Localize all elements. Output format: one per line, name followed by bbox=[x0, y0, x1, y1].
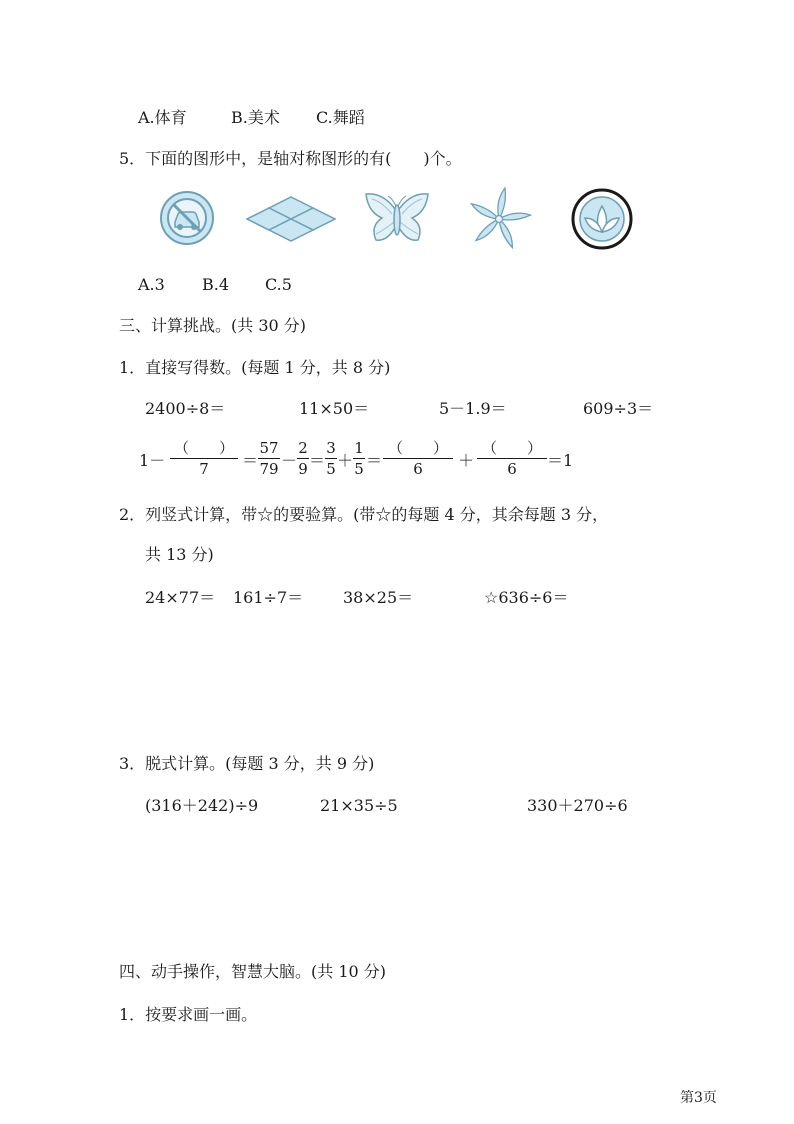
s3-q3-item-2: 21×35÷5 bbox=[320, 796, 398, 815]
s3-q2-item-2: 161÷7＝ bbox=[233, 588, 304, 607]
s3-q1-text: 1．直接写得数。(每题 1 分，共 8 分) bbox=[119, 358, 391, 377]
s3-q1-item-2: 11×50＝ bbox=[299, 399, 370, 418]
frac-eq-1: ＝ bbox=[242, 451, 259, 470]
q5-option-c: C.5 bbox=[265, 275, 292, 294]
frac-plus: ＋ bbox=[337, 451, 354, 470]
pinwheel-flower-icon bbox=[466, 186, 532, 252]
s3-q1-item-3: 5－1.9＝ bbox=[439, 399, 507, 418]
frac-end: ＝1 bbox=[547, 451, 574, 470]
s3-q3-text: 3．脱式计算。(每题 3 分，共 9 分) bbox=[119, 754, 375, 773]
leaf-circle-logo-icon bbox=[571, 188, 633, 250]
s3-q2-text-line1: 2．列竖式计算，带☆的要验算。(带☆的每题 4 分，其余每题 3 分， bbox=[119, 505, 609, 524]
fraction-6 bbox=[383, 439, 453, 478]
fraction-3-numerator: 2 bbox=[298, 439, 308, 457]
fraction-2 bbox=[258, 439, 280, 478]
s3-q2-item-4: ☆636÷6＝ bbox=[484, 588, 569, 607]
fraction-5 bbox=[353, 439, 365, 478]
fraction-5-denominator: 5 bbox=[354, 460, 364, 478]
section3-title: 三、计算挑战。(共 30 分) bbox=[119, 316, 307, 335]
s3-q1-item-1: 2400÷8＝ bbox=[145, 399, 226, 418]
s3-q3-item-3: 330＋270÷6 bbox=[527, 796, 628, 815]
frac-eq-3: ＝ bbox=[366, 451, 383, 470]
q5-question: 5．下面的图形中，是轴对称图形的有( )个。 bbox=[119, 149, 462, 168]
s3-q2-text-line2: 共 13 分) bbox=[145, 545, 214, 564]
no-car-sign-icon bbox=[158, 189, 216, 247]
frac-plus-2: ＋ bbox=[458, 451, 475, 470]
s3-q2-item-1: 24×77＝ bbox=[145, 588, 216, 607]
fraction-6-denominator: 6 bbox=[413, 460, 423, 478]
fraction-2-denominator: 79 bbox=[259, 460, 279, 478]
s3-q2-item-3: 38×25＝ bbox=[343, 588, 414, 607]
s4-q1-text: 1．按要求画一画。 bbox=[119, 1005, 258, 1024]
q4-option-a: A.体育 bbox=[138, 108, 187, 127]
fraction-7 bbox=[477, 439, 547, 478]
q5-option-b: B.4 bbox=[202, 275, 230, 294]
s3-q3-item-1: (316＋242)÷9 bbox=[145, 796, 259, 815]
fraction-4 bbox=[325, 439, 337, 478]
frac-eq-2: ＝ bbox=[309, 451, 326, 470]
q4-option-b: B.美术 bbox=[231, 108, 280, 127]
fraction-4-numerator: 3 bbox=[326, 439, 336, 457]
fraction-2-numerator: 57 bbox=[259, 439, 279, 457]
fraction-7-denominator: 6 bbox=[507, 460, 517, 478]
fraction-5-numerator: 1 bbox=[354, 439, 364, 457]
four-rhombus-icon bbox=[246, 196, 336, 242]
page-number: 第3页 bbox=[680, 1090, 717, 1106]
q4-option-c: C.舞蹈 bbox=[316, 108, 365, 127]
s3-q1-item-4: 609÷3＝ bbox=[583, 399, 654, 418]
section4-title: 四、动手操作，智慧大脑。(共 10 分) bbox=[119, 962, 387, 981]
frac-minus: － bbox=[281, 451, 298, 470]
q5-option-a: A.3 bbox=[138, 275, 165, 294]
fraction-1-numerator: （ ） bbox=[173, 439, 234, 457]
fraction-1 bbox=[170, 439, 238, 478]
fraction-4-denominator: 5 bbox=[326, 460, 336, 478]
fraction-3-denominator: 9 bbox=[298, 460, 308, 478]
fraction-6-numerator: （ ） bbox=[387, 439, 448, 457]
fraction-7-numerator: （ ） bbox=[481, 439, 542, 457]
frac-start: 1－ bbox=[139, 451, 166, 470]
fraction-1-denominator: 7 bbox=[199, 460, 209, 478]
fraction-3 bbox=[297, 439, 309, 478]
butterfly-icon bbox=[362, 190, 432, 248]
